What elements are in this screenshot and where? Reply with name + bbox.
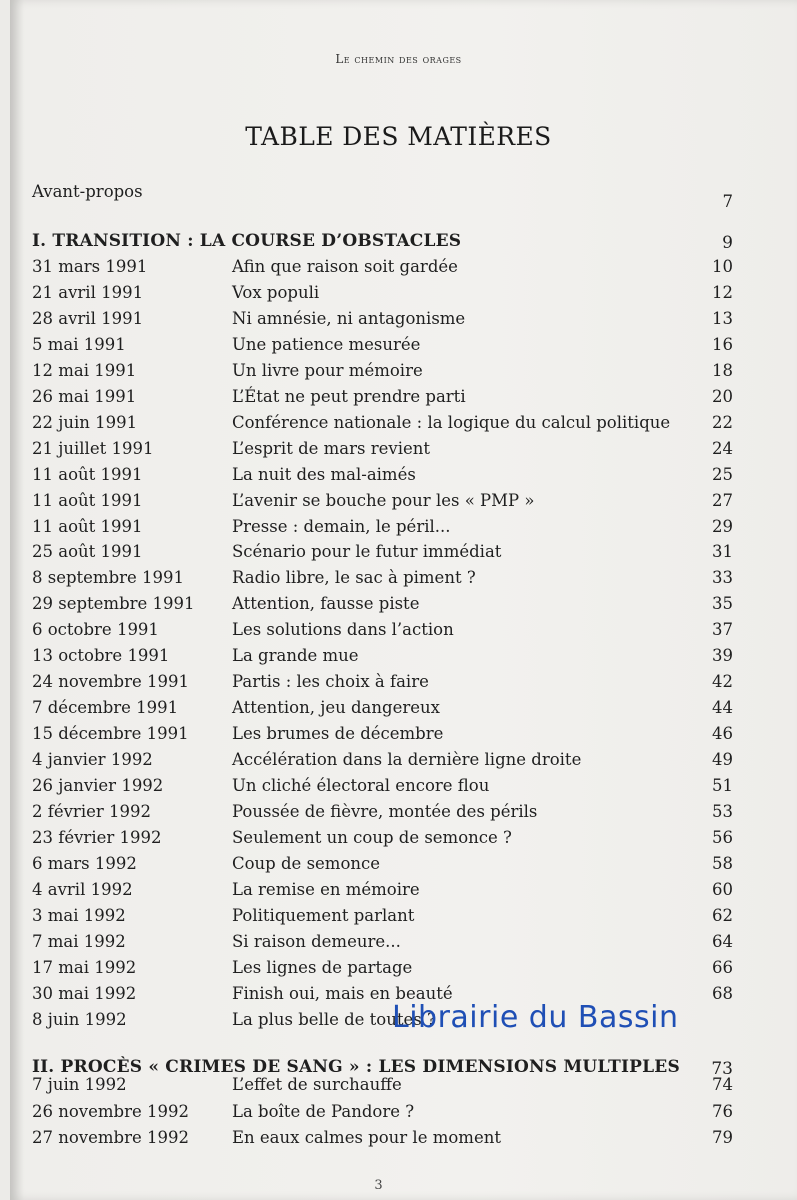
toc-entry bbox=[10, 280, 797, 306]
toc-entry bbox=[10, 721, 797, 747]
toc-entry bbox=[10, 799, 797, 825]
entry-title: Vox populi bbox=[232, 282, 320, 302]
entry-date: 8 septembre 1991 bbox=[32, 568, 185, 588]
entry-page: 49 bbox=[712, 750, 733, 770]
entry-date: 11 août 1991 bbox=[32, 490, 143, 510]
entry-date: 13 octobre 1991 bbox=[32, 646, 170, 666]
entry-date: 29 septembre 1991 bbox=[32, 594, 195, 614]
entry-title: Afin que raison soit gardée bbox=[232, 257, 458, 276]
page-title: TABLE DES MATIÈRES bbox=[245, 122, 552, 151]
entry-title: La nuit des mal-aimés bbox=[232, 464, 416, 484]
entry-title: Scénario pour le futur immédiat bbox=[232, 542, 502, 562]
entry-page: 37 bbox=[712, 620, 733, 640]
entry-date: 21 avril 1991 bbox=[32, 282, 144, 302]
entry-date: 11 août 1991 bbox=[32, 464, 143, 484]
entry-title: Un livre pour mémoire bbox=[232, 360, 423, 380]
entry-date: 31 mars 1991 bbox=[32, 257, 148, 276]
entry-page: 18 bbox=[712, 360, 733, 380]
entry-page: 33 bbox=[712, 568, 733, 588]
entry-title: La grande mue bbox=[232, 646, 359, 666]
toc-entry bbox=[10, 358, 797, 384]
entry-title: Attention, fausse piste bbox=[232, 594, 420, 614]
entry-title: Finish oui, mais en beauté bbox=[232, 983, 453, 1003]
avant-propos-label: Avant-propos bbox=[32, 182, 143, 201]
toc-entry bbox=[10, 488, 797, 514]
entry-page: 29 bbox=[712, 516, 733, 536]
entry-date: 24 novembre 1991 bbox=[32, 672, 189, 692]
entry-page: 74 bbox=[712, 1075, 733, 1094]
entry-date: 26 novembre 1992 bbox=[32, 1101, 189, 1121]
entry-title: Partis : les choix à faire bbox=[232, 672, 429, 692]
entry-title: Seulement un coup de semonce ? bbox=[232, 827, 512, 847]
entry-page: 12 bbox=[712, 282, 733, 302]
toc-entry bbox=[10, 436, 797, 462]
running-head: Le chemin des orages bbox=[335, 52, 462, 66]
entry-page: 44 bbox=[712, 698, 733, 718]
toc-entry bbox=[10, 1072, 797, 1098]
entry-date: 6 mars 1992 bbox=[32, 853, 137, 873]
toc-entry bbox=[10, 877, 797, 903]
entry-page: 42 bbox=[712, 672, 733, 692]
toc-entry bbox=[10, 306, 797, 332]
watermark: Librairie du Bassin bbox=[392, 1000, 679, 1035]
toc-entry bbox=[10, 1099, 797, 1125]
entry-date: 28 avril 1991 bbox=[32, 308, 144, 328]
entry-title: L’effet de surchauffe bbox=[232, 1075, 402, 1094]
toc-entry bbox=[10, 955, 797, 981]
avant-propos-page: 7 bbox=[722, 192, 733, 211]
toc-entry bbox=[10, 1125, 797, 1151]
entry-title: Si raison demeure... bbox=[232, 931, 401, 951]
entry-title: La boîte de Pandore ? bbox=[232, 1101, 415, 1121]
page-number: 3 bbox=[374, 1178, 383, 1193]
entry-date: 23 février 1992 bbox=[32, 827, 162, 847]
toc-entry bbox=[10, 669, 797, 695]
entry-page: 31 bbox=[712, 542, 733, 562]
entry-page: 46 bbox=[712, 724, 733, 744]
entry-page: 27 bbox=[712, 490, 733, 510]
entry-date: 21 juillet 1991 bbox=[32, 438, 154, 458]
entry-date: 8 juin 1992 bbox=[32, 1009, 127, 1029]
toc-entry bbox=[10, 929, 797, 955]
entry-page: 24 bbox=[712, 438, 733, 458]
entry-title: Conférence nationale : la logique du calcul politique bbox=[232, 412, 671, 432]
entry-date: 4 janvier 1992 bbox=[32, 750, 153, 770]
entry-page: 39 bbox=[712, 646, 733, 666]
toc-entry bbox=[10, 903, 797, 929]
entry-date: 27 novembre 1992 bbox=[32, 1128, 189, 1147]
toc-entry bbox=[10, 695, 797, 721]
entry-title: Presse : demain, le péril... bbox=[232, 516, 451, 536]
entry-date: 7 mai 1992 bbox=[32, 931, 126, 951]
toc-entry bbox=[10, 254, 797, 280]
toc-entry bbox=[10, 591, 797, 617]
entry-title: La plus belle de toutes ? bbox=[232, 1009, 436, 1029]
entry-title: Ni amnésie, ni antagonisme bbox=[232, 308, 466, 328]
entry-page: 68 bbox=[712, 983, 733, 1003]
entry-title: Un cliché électoral encore flou bbox=[232, 776, 490, 795]
entry-page: 79 bbox=[712, 1128, 733, 1147]
entry-date: 15 décembre 1991 bbox=[32, 724, 189, 744]
toc-entry bbox=[10, 825, 797, 851]
entry-page: 66 bbox=[712, 957, 733, 977]
entry-date: 2 février 1992 bbox=[32, 801, 151, 821]
entry-title: Accélération dans la dernière ligne droite bbox=[232, 750, 582, 770]
entry-title: Les solutions dans l’action bbox=[232, 620, 454, 640]
entry-page: 20 bbox=[712, 386, 733, 406]
toc-entry bbox=[10, 851, 797, 877]
entry-page: 13 bbox=[712, 308, 733, 328]
toc-entry bbox=[10, 617, 797, 643]
entry-page: 51 bbox=[712, 776, 733, 795]
entry-date: 25 août 1991 bbox=[32, 542, 143, 562]
toc-entry bbox=[10, 384, 797, 410]
entry-title: En eaux calmes pour le moment bbox=[232, 1128, 501, 1147]
entry-title: Attention, jeu dangereux bbox=[232, 698, 440, 718]
entry-page: 16 bbox=[712, 334, 733, 354]
entry-date: 12 mai 1991 bbox=[32, 360, 137, 380]
toc-entry bbox=[10, 539, 797, 565]
entry-title: L’avenir se bouche pour les « PMP » bbox=[232, 490, 535, 510]
entry-date: 26 mai 1991 bbox=[32, 386, 137, 406]
toc-entry bbox=[10, 410, 797, 436]
entry-date: 7 décembre 1991 bbox=[32, 698, 179, 718]
toc-entry bbox=[10, 747, 797, 773]
entry-date: 11 août 1991 bbox=[32, 516, 143, 536]
entry-page: 60 bbox=[712, 879, 733, 899]
entry-page: 62 bbox=[712, 905, 733, 925]
entry-date: 6 octobre 1991 bbox=[32, 620, 159, 640]
entry-date: 30 mai 1992 bbox=[32, 983, 137, 1003]
entry-title: Radio libre, le sac à piment ? bbox=[232, 568, 476, 588]
entry-date: 5 mai 1991 bbox=[32, 334, 126, 354]
entry-date: 17 mai 1992 bbox=[32, 957, 137, 977]
section-1-page: 9 bbox=[722, 233, 733, 253]
entry-title: Une patience mesurée bbox=[232, 334, 421, 354]
section-2-page: 73 bbox=[711, 1059, 733, 1079]
entry-page: 76 bbox=[712, 1101, 733, 1121]
entry-page: 64 bbox=[712, 931, 733, 951]
entry-title: Coup de semonce bbox=[232, 853, 381, 873]
entry-page: 25 bbox=[712, 464, 733, 484]
toc-entry bbox=[10, 773, 797, 799]
toc-entry bbox=[10, 514, 797, 540]
entry-page: 56 bbox=[712, 827, 733, 847]
entry-date: 26 janvier 1992 bbox=[32, 776, 164, 795]
entry-date: 7 juin 1992 bbox=[32, 1075, 127, 1094]
section-2-title: II. PROCÈS « CRIMES DE SANG » : LES DIMENSIONS MULTIPLES bbox=[32, 1057, 680, 1077]
entry-title: L’État ne peut prendre parti bbox=[232, 386, 466, 406]
toc-entry bbox=[10, 462, 797, 488]
toc-entry bbox=[10, 332, 797, 358]
section-1-title: I. TRANSITION : LA COURSE D’OBSTACLES bbox=[32, 231, 462, 251]
entry-date: 4 avril 1992 bbox=[32, 879, 133, 899]
entry-title: Politiquement parlant bbox=[232, 905, 415, 925]
entry-title: Les lignes de partage bbox=[232, 957, 413, 977]
entry-page: 53 bbox=[712, 801, 733, 821]
entry-page: 35 bbox=[712, 594, 733, 614]
entry-title: Poussée de fièvre, montée des périls bbox=[232, 801, 538, 821]
entry-page: 22 bbox=[712, 412, 733, 432]
entry-page: 10 bbox=[712, 257, 733, 276]
entry-title: La remise en mémoire bbox=[232, 879, 420, 899]
entry-date: 3 mai 1992 bbox=[32, 905, 126, 925]
entry-title: L’esprit de mars revient bbox=[232, 438, 431, 458]
entry-title: Les brumes de décembre bbox=[232, 724, 444, 744]
toc-entry bbox=[10, 643, 797, 669]
entry-page: 58 bbox=[712, 853, 733, 873]
entry-date: 22 juin 1991 bbox=[32, 412, 138, 432]
toc-entry bbox=[10, 565, 797, 591]
